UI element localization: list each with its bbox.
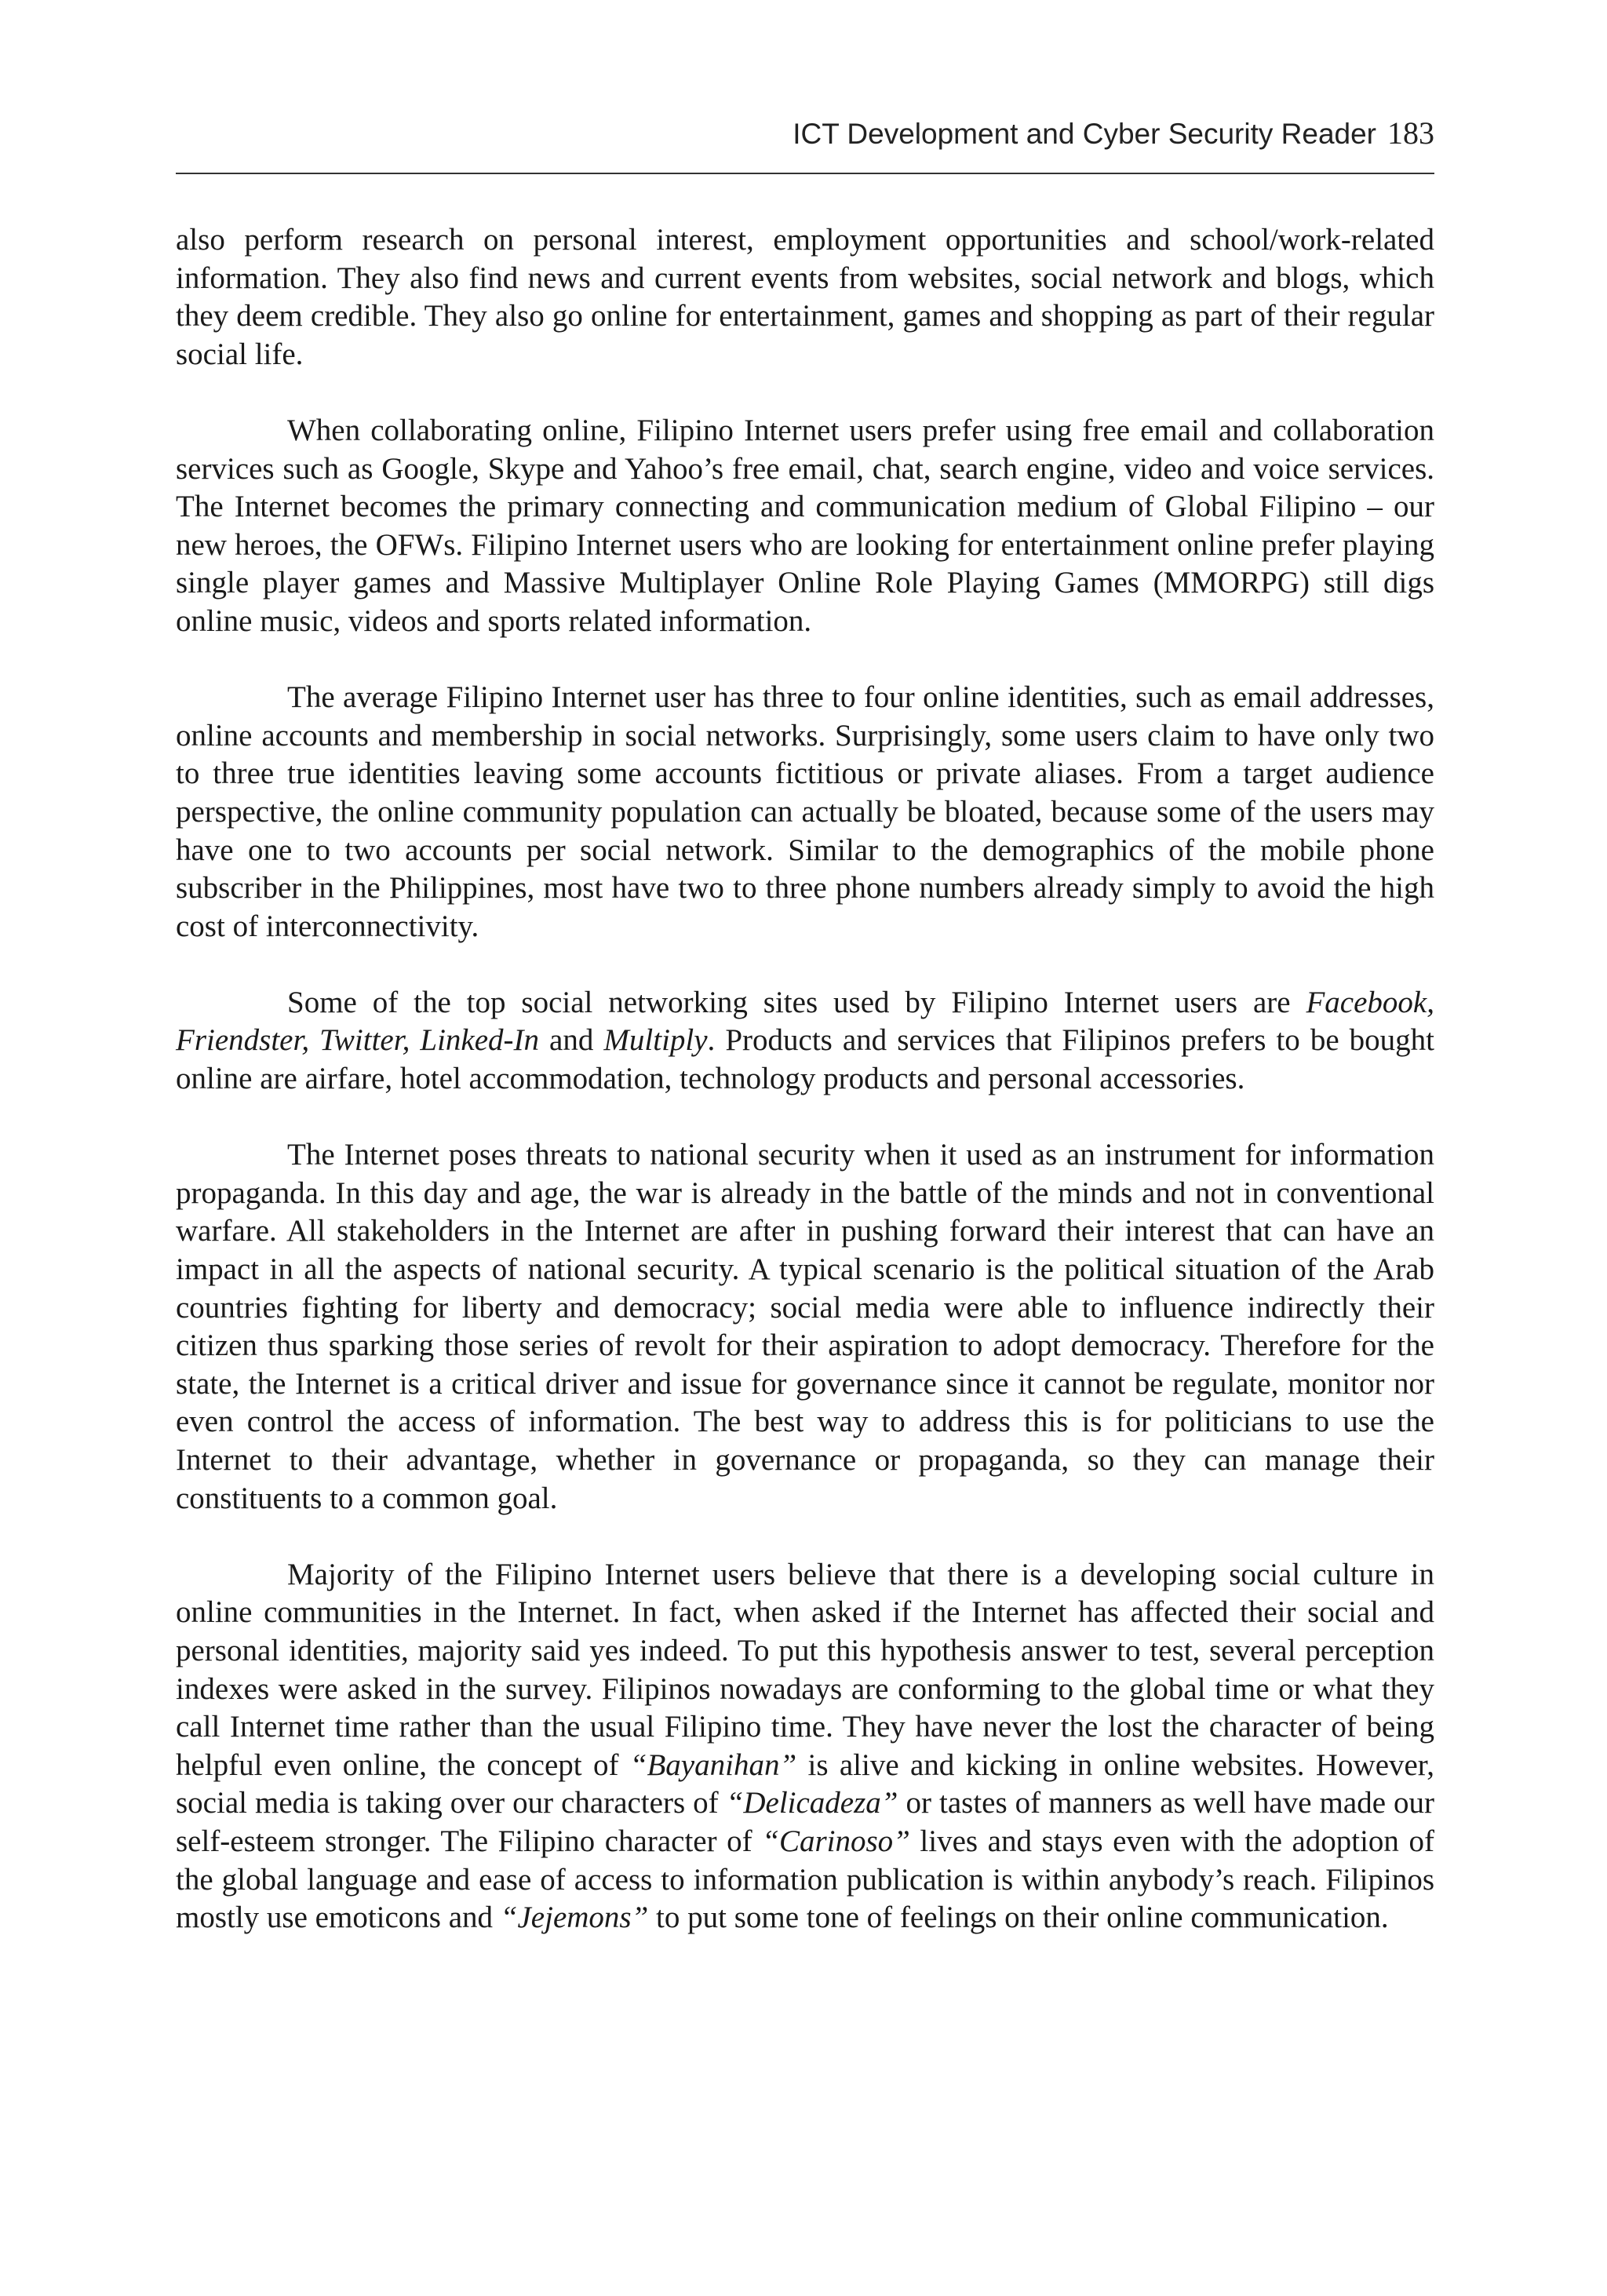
paragraph-6 bbox=[176, 1556, 1434, 1937]
running-header bbox=[176, 115, 1434, 162]
paragraph-text: Some of the top social networking sites used by Filipino Internet users are bbox=[287, 985, 1306, 1019]
italic-text: Multiply bbox=[603, 1023, 708, 1058]
header-rule bbox=[176, 173, 1434, 174]
italic-text: “Carinoso” bbox=[762, 1824, 910, 1858]
paragraph-3 bbox=[176, 679, 1434, 946]
running-title: ICT Development and Cyber Security Reader bbox=[793, 118, 1376, 150]
italic-text: “Delicadeza” bbox=[726, 1786, 898, 1820]
paragraph-text: . Products and services that Filipinos prefers to be bought online are airfare, hotel accommodation, technology products and personal accessories. bbox=[176, 1023, 1435, 1096]
paragraph-text: The average Filipino Internet user has three to four online identities, such as email addresses, online accounts and membership in social networks. Surprisingly, some users claim to have only two to three true identities leaving some accounts fictitious or private aliases. From a target audience perspective, the online community population can actually be bloated, because some of the users may have one to two accounts per social network. Similar to the demographics of the mobile phone subscriber in the Philippines, most have two to three phone numbers already simply to avoid the high cost of interconnectivity. bbox=[176, 680, 1434, 943]
paragraph-text: The Internet poses threats to national security when it used as an instrument for information propaganda. In this day and age, the war is already in the battle of the minds and not in conventional warfare. All stakeholders in the Internet are after in pushing forward their interest that can have an impact in all the aspects of national security. A typical scenario is the political situation of the Arab countries fighting for liberty and democracy; social media were able to influence indirectly their citizen thus sparking those series of revolt for their aspiration to adopt democracy. Therefore for the state, the Internet is a critical driver and issue for governance since it cannot be regulate, monitor nor even control the access of information. The best way to address this is for politicians to use the Internet to their advantage, whether in governance or propaganda, so they can manage their constituents to a common goal. bbox=[176, 1138, 1434, 1515]
page-number: 183 bbox=[1387, 115, 1434, 151]
paragraph-4 bbox=[176, 984, 1434, 1099]
paragraph-text: lives and stays even with the adoption of the global language and ease of access to information publication is within anybody’s reach. Filipinos mostly use emoticons and bbox=[176, 1824, 1434, 1935]
paragraph-text: is alive and kicking in online websites. However, social media is taking over our characters of bbox=[176, 1748, 1434, 1820]
paragraph-1 bbox=[176, 221, 1434, 374]
paragraph-text: or tastes of manners as well have made our self-esteem stronger. The Filipino character of bbox=[176, 1786, 1435, 1858]
paragraph-5 bbox=[176, 1136, 1434, 1518]
paragraph-2 bbox=[176, 412, 1434, 641]
paragraph-text: Majority of the Filipino Internet users believe that there is a developing social culture in online communities in the Internet. In fact, when asked if the Internet has affected their social and personal identities, majority said yes indeed. To put this hypothesis answer to test, several perception indexes were asked in the survey. Filipinos nowadays are conforming to the global time or what they call Internet time rather than the usual Filipino time. They have never the lost the character of being helpful even online, the concept of bbox=[176, 1557, 1434, 1782]
italic-text: Facebook, Friendster, Twitter, Linked-In bbox=[176, 985, 1434, 1058]
paragraph-text: and bbox=[539, 1023, 604, 1058]
paragraph-text: also perform research on personal interest, employment opportunities and school/work-related information. They also find news and current events from websites, social network and blogs, which they deem credible. They also go online for entertainment, games and shopping as part of their regular social life. bbox=[176, 223, 1434, 371]
paragraph-text: to put some tone of feelings on their online communication. bbox=[648, 1901, 1389, 1935]
italic-text: “Jejemons” bbox=[500, 1901, 649, 1935]
body-text bbox=[176, 221, 1434, 1937]
paragraph-text: When collaborating online, Filipino Internet users prefer using free email and collaboration services such as Google, Skype and Yahoo’s free email, chat, search engine, video and voice services. The Internet becomes the primary connecting and communication medium of Global Filipino – our new heroes, the OFWs. Filipino Internet users who are looking for entertainment online prefer playing single player games and Massive Multiplayer Online Role Playing Games (MMORPG) still digs online music, videos and sports related information. bbox=[176, 413, 1434, 638]
italic-text: “Bayanihan” bbox=[629, 1748, 797, 1782]
